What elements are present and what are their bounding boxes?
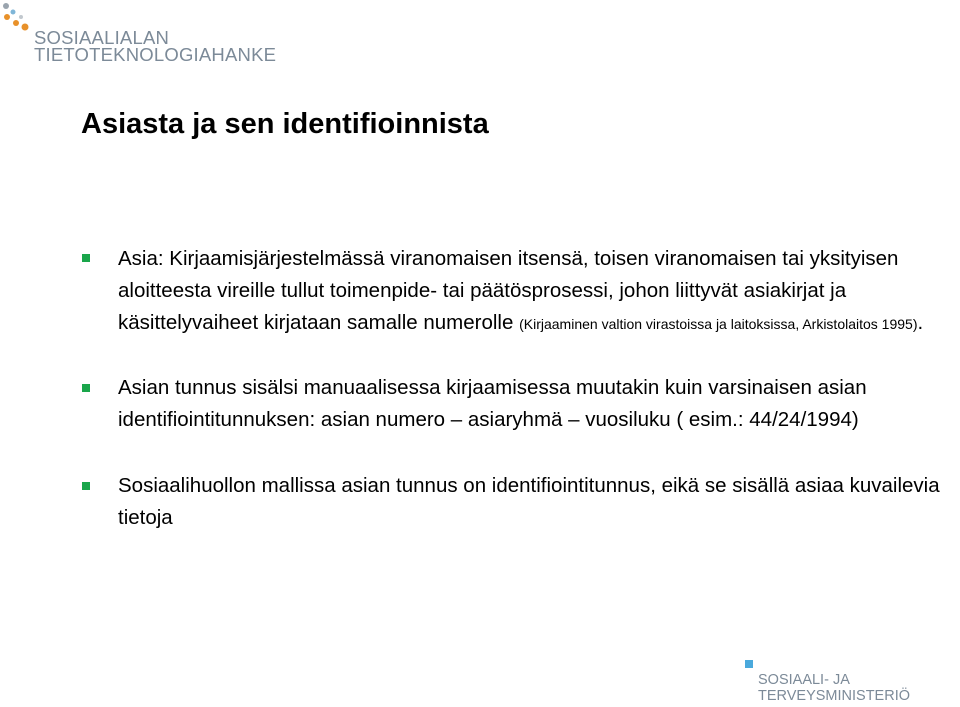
bullet-marker-icon bbox=[82, 254, 90, 262]
bullet-text: Sosiaalihuollon mallissa asian tunnus on identifiointitunnus, eikä se sisällä asiaa kuvailevia tietoja bbox=[118, 474, 940, 529]
footer-logo bbox=[745, 660, 955, 705]
header-logo-line2: TIETOTEKNOLOGIAHANKE bbox=[34, 44, 277, 65]
bullet-text bbox=[118, 243, 940, 340]
bullet-marker-icon bbox=[82, 384, 90, 392]
header-logo-line1: SOSIAALIALAN bbox=[34, 27, 170, 48]
header-logo-text bbox=[34, 29, 276, 63]
footer-logo-line2: TERVEYSMINISTERIÖ bbox=[758, 688, 911, 704]
slide-title: Asiasta ja sen identifioinnista bbox=[81, 108, 489, 140]
bullet-text: Asian tunnus sisälsi manuaalisessa kirjaamisessa muutakin kuin varsinaisen asian identifiointitunnuksen: asian numero – asiaryhmä – vuosiluku ( esim.: 44/24/1994) bbox=[118, 376, 867, 431]
bullet-item bbox=[80, 372, 960, 436]
bullet-item bbox=[80, 470, 960, 534]
footer-logo-line1: SOSIAALI- JA bbox=[758, 672, 850, 688]
bullet-main-text: Asia: Kirjaamisjärjestelmässä viranomaisen itsensä, toisen viranomaisen tai yksityisen aloitteesta vireille tullut toimenpide- tai päätösprosessi, johon liittyvät asiakirjat ja käsittelyvaiheet kirjataan samalle numerolle bbox=[118, 247, 899, 334]
bullet-note-period: . bbox=[917, 311, 924, 334]
colored-dots-icon bbox=[0, 0, 34, 34]
footer-logo-text bbox=[758, 672, 910, 704]
bullet-source-note: (Kirjaaminen valtion virastoissa ja laitoksissa, Arkistolaitos 1995) bbox=[519, 316, 918, 332]
header-logo bbox=[0, 0, 280, 70]
bullet-item bbox=[80, 243, 940, 340]
bullet-list bbox=[80, 243, 940, 529]
bullet-marker-icon bbox=[82, 482, 90, 490]
ministry-square-icon bbox=[745, 660, 753, 668]
